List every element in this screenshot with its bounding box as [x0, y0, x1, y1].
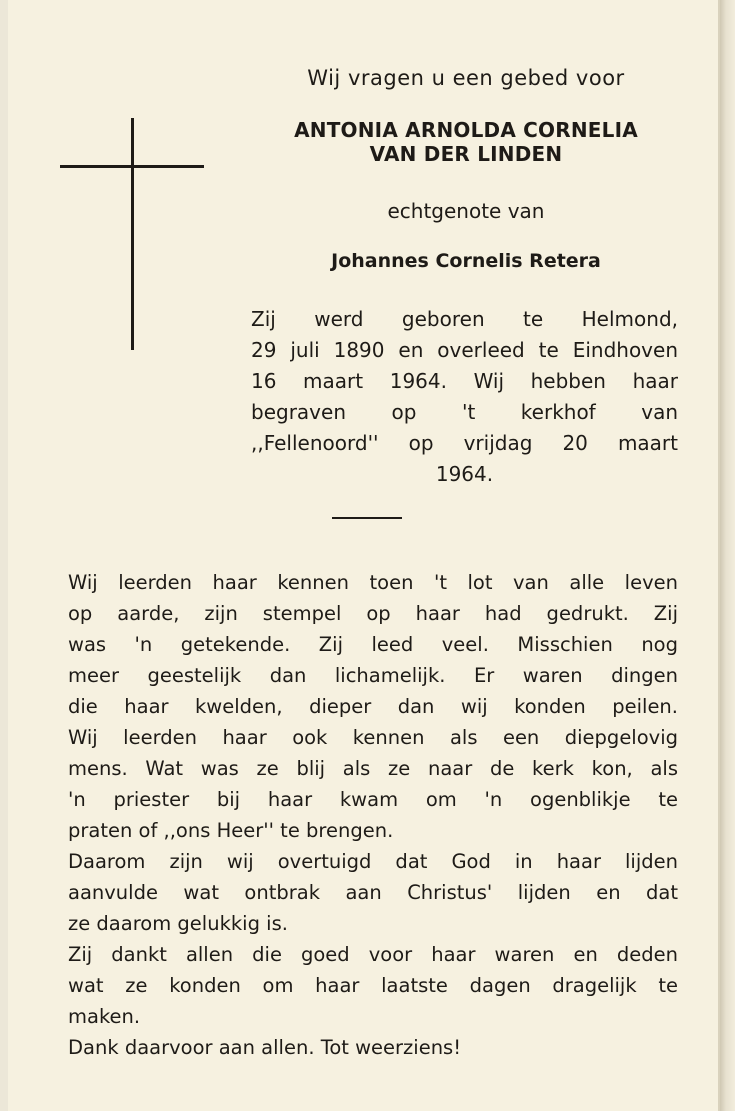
tribute-line: op aarde, zijn stempel op haar had gedrukt. Zij — [68, 602, 678, 625]
tribute-line: Daarom zijn wij overtuigd dat God in haar lijden — [68, 850, 678, 873]
tribute-line: Wij leerden haar kennen toen 't lot van alle leven — [68, 571, 678, 594]
bio-line: Zij werd geboren te Helmond, — [251, 307, 678, 331]
prayer-request-line: Wij vragen u een gebed voor — [307, 66, 625, 90]
cross-horizontal-bar — [60, 165, 204, 168]
tribute-line: 'n priester bij haar kwam om 'n ogenblikje te — [68, 788, 678, 811]
tribute-line: praten of ,,ons Heer'' te brengen. — [68, 819, 394, 842]
tribute-paragraph — [68, 567, 678, 1063]
deceased-name-line-2: VAN DER LINDEN — [369, 142, 563, 166]
biography-paragraph — [251, 304, 678, 490]
tribute-line: ze daarom gelukkig is. — [68, 912, 288, 935]
bio-line: 1964. — [435, 462, 494, 486]
tribute-line: Zij dankt allen die goed voor haar waren en deden — [68, 943, 678, 966]
bio-line: 16 maart 1964. Wij hebben haar — [251, 369, 678, 393]
spouse-name: Johannes Cornelis Retera — [331, 250, 601, 272]
tribute-line: mens. Wat was ze blij als ze naar de kerk kon, als — [68, 757, 678, 780]
tribute-line: Dank daarvoor aan allen. Tot weerziens! — [68, 1036, 462, 1059]
deceased-name-line-1: ANTONIA ARNOLDA CORNELIA — [294, 118, 638, 142]
spouse-label: echtgenote van — [387, 199, 545, 223]
tribute-line: wat ze konden om haar laatste dagen dragelijk te — [68, 974, 678, 997]
cross-vertical-bar — [131, 118, 134, 350]
tribute-line: die haar kwelden, dieper dan wij konden peilen. — [68, 695, 678, 718]
memorial-card — [8, 0, 720, 1111]
tribute-line: was 'n getekende. Zij leed veel. Misschien nog — [68, 633, 678, 656]
tribute-line: maken. — [68, 1005, 141, 1028]
bio-line: ,,Fellenoord'' op vrijdag 20 maart — [251, 431, 678, 455]
card-edge-shadow — [720, 0, 735, 1111]
tribute-line: meer geestelijk dan lichamelijk. Er waren dingen — [68, 664, 678, 687]
section-divider — [332, 517, 402, 519]
tribute-line: Wij leerden haar ook kennen als een diepgelovig — [68, 726, 678, 749]
tribute-line: aanvulde wat ontbrak aan Christus' lijden en dat — [68, 881, 678, 904]
bio-line: 29 juli 1890 en overleed te Eindhoven — [251, 338, 678, 362]
bio-line: begraven op 't kerkhof van — [251, 400, 678, 424]
